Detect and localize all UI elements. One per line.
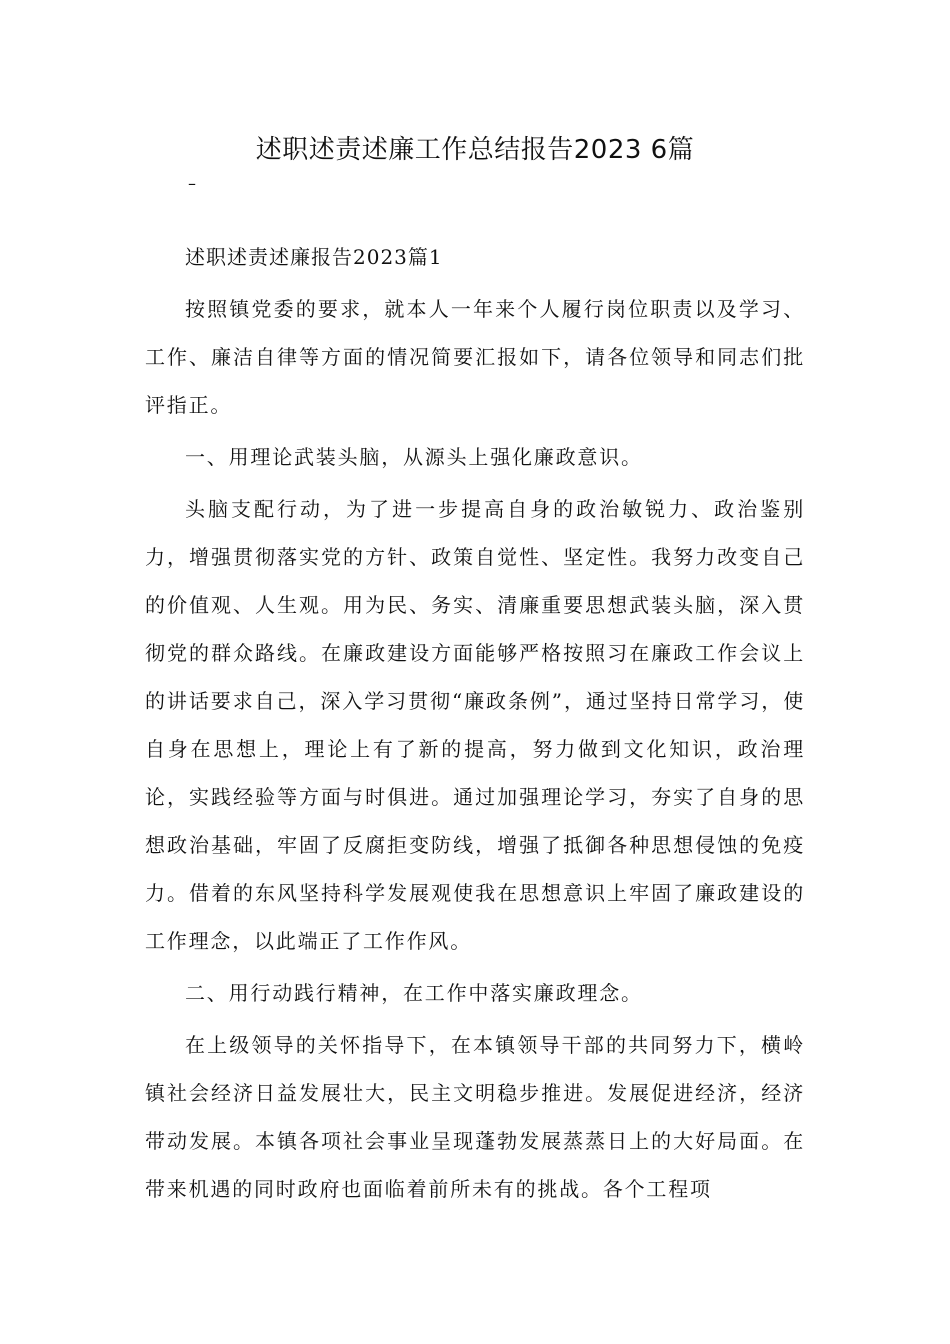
paragraph: 头脑支配行动，为了进一步提高自身的政治敏锐力、政治鉴别力，增强贯彻落实党的方针、政策自觉性、坚定性。我努力改变自己的价值观、人生观。用为民、务实、清廉重要思想武装头脑，深入贯彻党的群众路线。在廉政建设方面能够严格按照习在廉政工作会议上的讲话要求自己，深入学习贯彻“廉政条例”，通过坚持日常学习，使自身在思想上，理论上有了新的提高，努力做到文化知识，政治理论，实践经验等方面与时俱进。通过加强理论学习，夯实了自身的思想政治基础，牢固了反腐拒变防线，增强了抵御各种思想侵蚀的免疫力。借着的东风坚持科学发展观使我在思想意识上牢固了廉政建设的工作理念，以此端正了工作作风。 [145, 497, 805, 953]
paragraph-heading: 二、用行动践行精神，在工作中落实廉政理念。 [185, 981, 643, 1005]
paragraph: 在上级领导的关怀指导下，在本镇领导干部的共同努力下，横岭镇社会经济日益发展壮大，民主文明稳步推进。发展促进经济，经济带动发展。本镇各项社会事业呈现蓬勃发展蒸蒸日上的大好局面。在带来机遇的同时政府也面临着前所未有的挑战。各个工程项 [145, 1033, 805, 1201]
document-title: 述职述责述廉工作总结报告2023 6篇 [255, 135, 695, 165]
title-dash-mark: – [188, 174, 196, 193]
section-title: 述职述责述廉报告2023篇1 [185, 245, 443, 269]
document-body [145, 233, 805, 1217]
paragraph: 按照镇党委的要求，就本人一年来个人履行岗位职责以及学习、工作、廉洁自律等方面的情况简要汇报如下，请各位领导和同志们批评指正。 [145, 297, 805, 417]
paragraph-heading: 一、用理论武装头脑，从源头上强化廉政意识。 [185, 445, 643, 469]
